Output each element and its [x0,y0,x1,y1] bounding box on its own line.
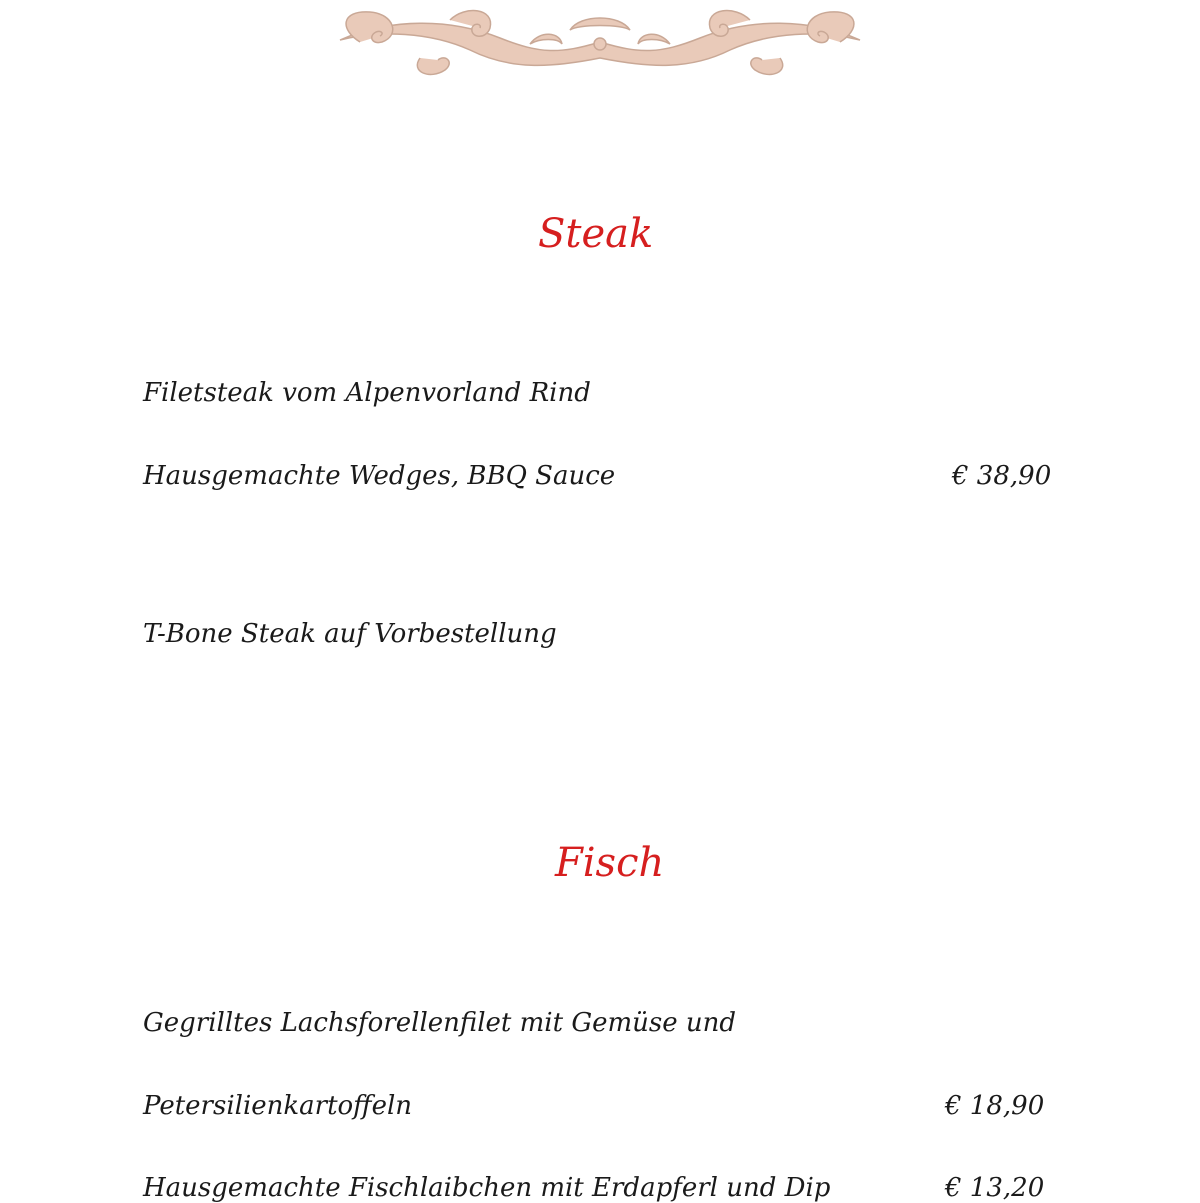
menu-item-price: € 38,90 [952,461,1052,491]
menu-item-line: Hausgemachte Fischlaibchen mit Erdapferl und Dip [143,1173,831,1203]
menu-item-price: € 13,20 [945,1173,1045,1203]
section-title-steak: Steak [538,211,654,257]
menu-item-price: € 18,90 [945,1091,1045,1121]
scroll-flourish-ornament-icon [300,0,900,85]
section-title-fisch: Fisch [555,840,665,886]
menu-item-line: Petersilienkartoffeln [143,1091,413,1121]
menu-item-line: Hausgemachte Wedges, BBQ Sauce [143,461,616,491]
menu-item-line: Gegrilltes Lachsforellenfilet mit Gemüse und [143,1008,737,1038]
menu-item-line: T-Bone Steak auf Vorbestellung [143,619,557,649]
menu-item-line: Filetsteak vom Alpenvorland Rind [143,378,591,408]
